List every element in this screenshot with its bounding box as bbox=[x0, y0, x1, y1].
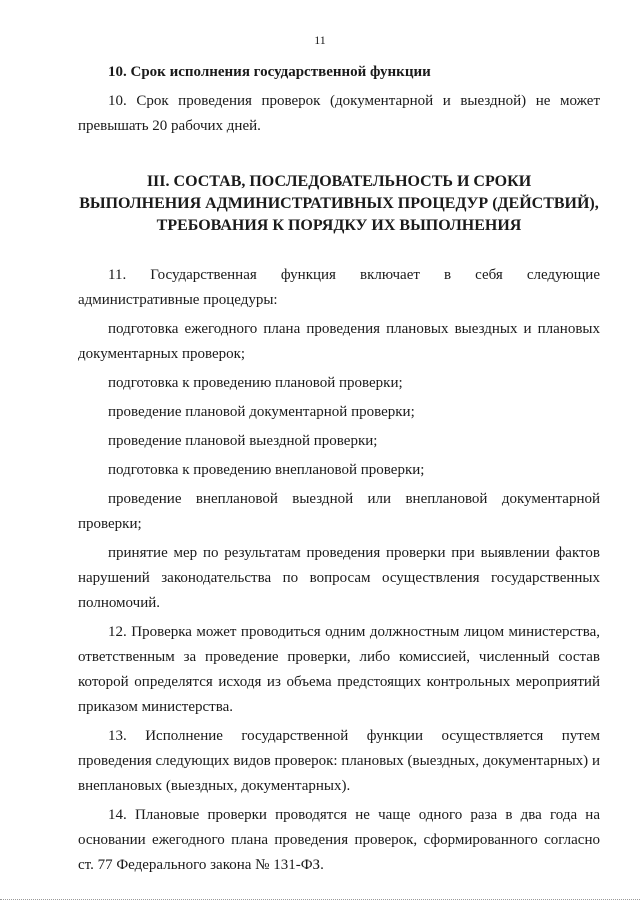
list-item: подготовка к проведению внеплановой проверки; bbox=[108, 462, 425, 478]
document-body bbox=[78, 60, 600, 882]
list-item: проведение внеплановой выездной или внеплановой документарной проверки; bbox=[78, 491, 600, 532]
chapter-heading-line: ВЫПОЛНЕНИЯ АДМИНИСТРАТИВНЫХ ПРОЦЕДУР (ДЕЙСТВИЙ), bbox=[79, 195, 599, 212]
page-bottom-rule bbox=[0, 899, 640, 900]
page-number: 11 bbox=[314, 33, 326, 47]
paragraph-14: 14. Плановые проверки проводятся не чаще одного раза в два года на основании ежегодного плана проведения проверок, сформированного согласно ст. 77 Федерального закона № 131-ФЗ. bbox=[78, 807, 600, 873]
paragraph-12: 12. Проверка может проводиться одним должностным лицом министерства, ответственным за проведение проверки, либо комиссией, численный состав которой определятся исходя из объема предстоящих контрольных мероприятий приказом министерства. bbox=[78, 624, 600, 715]
list-item: подготовка к проведению плановой проверки; bbox=[108, 375, 403, 391]
paragraph-13: 13. Исполнение государственной функции осуществляется путем проведения следующих видов проверок: плановых (выездных, документарных) и внеплановых (выездных, документарных). bbox=[78, 728, 600, 794]
list-item: принятие мер по результатам проведения проверки при выявлении фактов нарушений законодательства по вопросам осуществления государственных полномочий. bbox=[78, 545, 600, 611]
paragraph-10: 10. Срок проведения проверок (документарной и выездной) не может превышать 20 рабочих дней. bbox=[78, 93, 600, 134]
chapter-heading bbox=[78, 171, 600, 237]
chapter-heading-line: III. СОСТАВ, ПОСЛЕДОВАТЕЛЬНОСТЬ И СРОКИ bbox=[146, 173, 532, 190]
paragraph-11: 11. Государственная функция включает в себя следующие административные процедуры: bbox=[78, 267, 600, 308]
list-item: подготовка ежегодного плана проведения плановых выездных и плановых документарных проверок; bbox=[78, 321, 600, 362]
chapter-heading-line: ТРЕБОВАНИЯ К ПОРЯДКУ ИХ ВЫПОЛНЕНИЯ bbox=[156, 217, 522, 234]
list-item: проведение плановой выездной проверки; bbox=[108, 433, 378, 449]
list-item: проведение плановой документарной проверки; bbox=[108, 404, 415, 420]
section-title: 10. Срок исполнения государственной функции bbox=[108, 64, 431, 80]
